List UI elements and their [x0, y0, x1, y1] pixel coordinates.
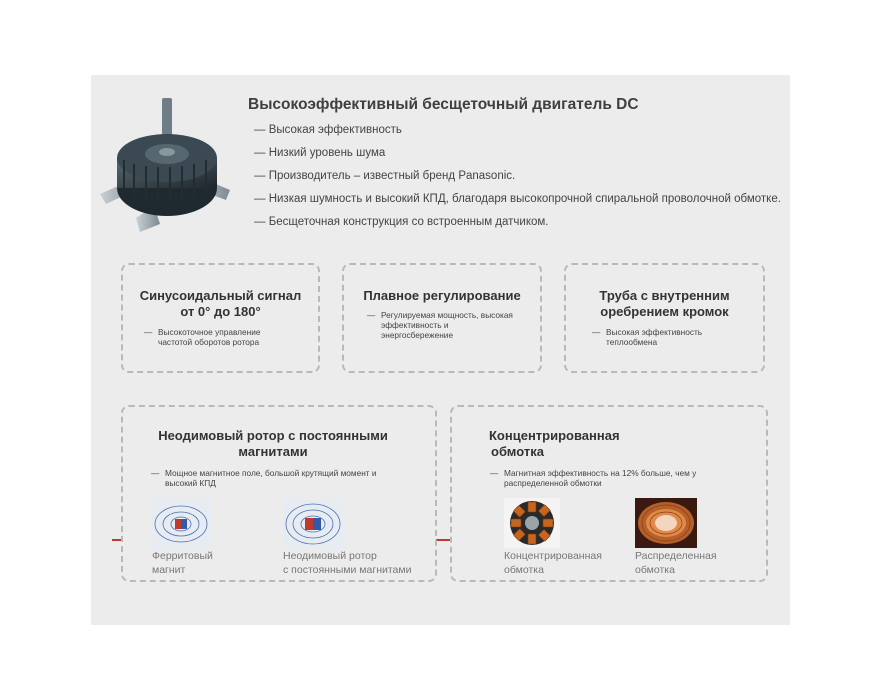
motor-title: Высокоэффективный бесщеточный двигатель DC	[248, 96, 639, 113]
red-connector-line	[436, 539, 451, 541]
image-caption: Неодимовый ротор	[283, 550, 377, 562]
card-title-line: Синусоидальный сигнал	[139, 288, 302, 303]
card-desc-line: частотой оборотов ротора	[158, 337, 260, 347]
card-desc-line: Высокая эффективность	[606, 327, 703, 337]
dc-motor-image	[96, 96, 236, 236]
image-caption: магнит	[152, 564, 186, 576]
card-desc-line: энергосбережение	[381, 330, 454, 340]
feature-item: — Бесщеточная конструкция со встроенным датчиком.	[254, 213, 781, 236]
feature-item: — Низкая шумность и высокий КПД, благодаря высокопрочной спиральной проволочной обмотке.	[254, 190, 781, 213]
feature-list	[254, 121, 781, 236]
image-caption: Ферритовый	[152, 550, 213, 562]
card-desc-line: Высокоточное управление	[158, 327, 261, 337]
card-desc-line: распределенной обмотки	[504, 478, 602, 488]
image-caption: Распределенная	[635, 550, 717, 562]
neodymium-rotor-field-icon	[283, 499, 343, 549]
card-concentrated-winding: Концентрированная обмотка — Магнитная эффективность на 12% больше, чем у распределенной обмотки Концентрированная обмотка Распределенная обмотка	[450, 405, 768, 582]
card-desc-line: Магнитная эффективность на 12% больше, чем у	[504, 468, 697, 478]
card-title-line: оребрением кромок	[600, 304, 729, 319]
feature-item: — Производитель – известный бренд Panasonic.	[254, 167, 781, 190]
image-caption: обмотка	[635, 564, 675, 576]
concentrated-winding-icon	[504, 498, 560, 548]
card-title-line: Труба с внутренним	[599, 288, 730, 303]
card-desc-line: высокий КПД	[165, 478, 216, 488]
card-desc-line: эффективность и	[381, 320, 449, 330]
card-title-line: Концентрированная	[489, 428, 620, 443]
card-sine-signal: Синусоидальный сигнал от 0° до 180° — Высокоточное управление частотой оборотов ротора	[121, 263, 320, 373]
card-smooth-control: Плавное регулирование — Регулируемая мощность, высокая эффективность и энергосбережение	[342, 263, 542, 373]
card-title-line: от 0° до 180°	[180, 304, 261, 319]
card-desc-line: Регулируемая мощность, высокая	[381, 310, 513, 320]
image-caption: обмотка	[504, 564, 544, 576]
feature-item: — Высокая эффективность	[254, 121, 781, 144]
card-title-line: обмотка	[491, 444, 544, 459]
card-title-line: Плавное регулирование	[363, 288, 521, 303]
card-desc-line: Мощное магнитное поле, большой крутящий момент и	[165, 468, 377, 478]
card-finned-tube: Труба с внутренним оребрением кромок — Высокая эффективность теплообмена	[564, 263, 765, 373]
card-desc-line: теплообмена	[606, 337, 658, 347]
card-title-line: магнитами	[238, 444, 308, 459]
card-neodymium-rotor: Неодимовый ротор с постоянными магнитами — Мощное магнитное поле, большой крутящий момент и высокий КПД Ферритовый магнит Неодимовый ротор с постоянными магнитами	[121, 405, 437, 582]
image-caption: с постоянными магнитами	[283, 564, 412, 576]
card-title-line: Неодимовый ротор с постоянными	[158, 428, 388, 443]
ferrite-magnet-field-icon	[151, 499, 211, 549]
distributed-winding-icon	[635, 498, 697, 548]
image-caption: Концентрированная	[504, 550, 602, 562]
feature-item: — Низкий уровень шума	[254, 144, 781, 167]
